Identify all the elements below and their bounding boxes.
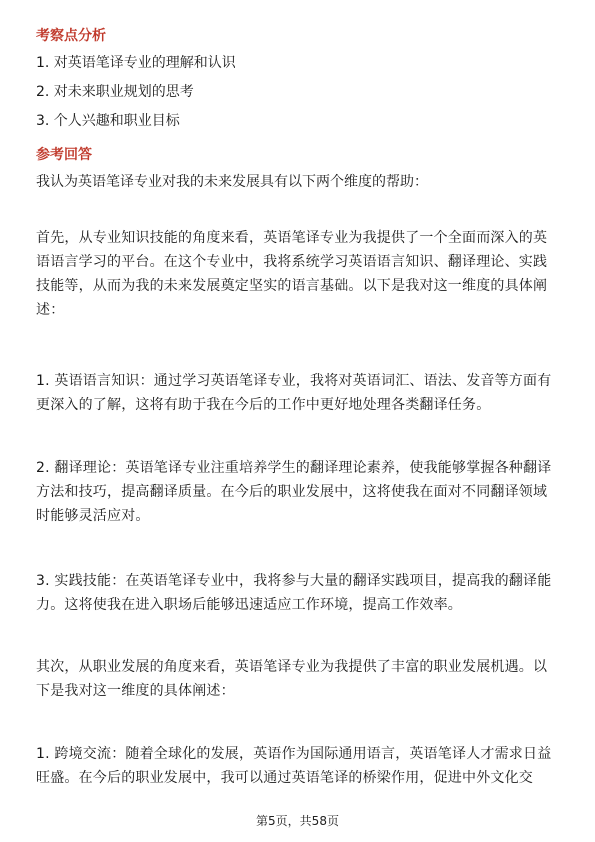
analysis-item-3: 3. 个人兴趣和职业目标 [36,113,180,129]
paragraph-knowledge [36,226,559,322]
paragraph-line: 其次，从职业发展的角度来看，英语笔译专业为我提供了丰富的职业发展机遇。以 [36,659,548,675]
analysis-item-1: 1. 对英语笔译专业的理解和认识 [36,55,236,71]
paragraph-line: 力。这将使我在进入职场后能够迅速适应工作环境，提高工作效率。 [36,597,462,613]
paragraph-line: 2. 翻译理论：英语笔译专业注重培养学生的翻译理论素养，使我能够掌握各种翻译 [36,460,552,476]
paragraph-line: 述： [36,302,65,318]
paragraph-line: 1. 跨境交流：随着全球化的发展，英语作为国际通用语言，英语笔译人才需求日益 [36,746,552,762]
answer-heading: 参考回答 [36,147,92,163]
paragraph-line: 方法和技巧，提高翻译质量。在今后的职业发展中，这将使我在面对不同翻译领域 [36,484,548,500]
paragraph-practice-skills [36,569,559,617]
paragraph-line: 下是我对这一维度的具体阐述： [36,683,235,699]
paragraph-translation-theory [36,456,559,528]
paragraph-line: 首先，从专业知识技能的角度来看，英语笔译专业为我提供了一个全面而深入的英 [36,230,548,246]
paragraph-line: 更深入的了解，这将有助于我在今后的工作中更好地处理各类翻译任务。 [36,397,491,413]
analysis-heading: 考察点分析 [36,28,106,44]
page-number: 第5页，共58页 [256,814,339,828]
paragraph-line: 技能等，从而为我的未来发展奠定坚实的语言基础。以下是我对这一维度的具体阐 [36,278,548,294]
paragraph-cross-border [36,742,559,790]
paragraph-line: 语语言学习的平台。在这个专业中，我将系统学习英语语言知识、翻译理论、实践 [36,254,548,270]
paragraph-line: 时能够灵活应对。 [36,508,150,524]
paragraph-career [36,655,559,703]
analysis-item-2: 2. 对未来职业规划的思考 [36,84,194,100]
paragraph-line: 1. 英语语言知识：通过学习英语笔译专业，我将对英语词汇、语法、发音等方面有 [36,373,552,389]
paragraph-line: 旺盛。在今后的职业发展中，我可以通过英语笔译的桥梁作用，促进中外文化交 [36,770,533,786]
answer-intro: 我认为英语笔译专业对我的未来发展具有以下两个维度的帮助： [36,174,428,190]
paragraph-language-knowledge [36,369,559,417]
paragraph-line: 3. 实践技能：在英语笔译专业中，我将参与大量的翻译实践项目，提高我的翻译能 [36,573,552,589]
